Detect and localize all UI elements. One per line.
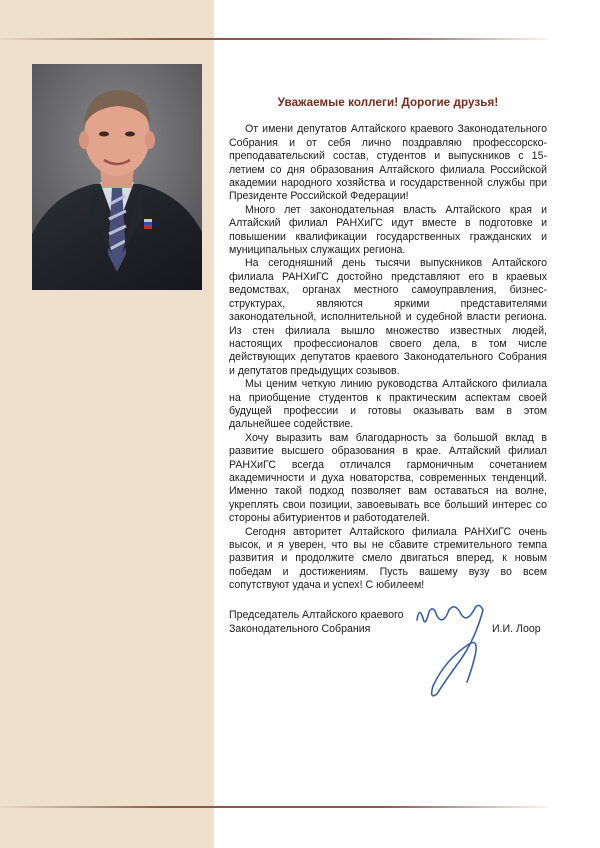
paragraph: Много лет законодательная власть Алтайского края и Алтайский филиал РАНХиГС идут вместе в подготовке и повышении квалификации государственных гражданских и муниципальных служащих региона. (229, 203, 547, 257)
signatory-title: Председатель Алтайского краевого Законодательного Собрания (229, 609, 404, 635)
top-divider (0, 38, 548, 40)
greeting-heading: Уважаемые коллеги! Дорогие друзья! (277, 96, 499, 109)
portrait-photo (32, 64, 202, 290)
signatory-name: И.И. Лоор (492, 623, 541, 635)
signature-block (229, 608, 549, 708)
handwritten-signature (409, 600, 529, 700)
paragraph: На сегодняшний день тысячи выпускников Алтайского филиала РАНХиГС достойно представляют его в краевых ведомствах, органах местного самоуправления, бизнес-структурах, являются яркими представителями законодательной, исполнительной и судебной власти региона. Из стен филиала вышло множество известных людей, настоящих профессионалов своего дела, в том числе действующих депутатов краевого Законодательного Собрания и депутатов предыдущих созывов. (229, 257, 547, 377)
letter-body (229, 96, 547, 593)
bottom-divider (0, 806, 548, 808)
paragraph: Мы ценим четкую линию руководства Алтайского филиала на приобщение студентов к практическим аспектам своей будущей профессии и готовы оказывать вам в этом дальнейшее содействие. (229, 378, 547, 431)
paragraph: От имени депутатов Алтайского краевого Законодательного Собрания и от себя лично поздравляю профессорско-преподавательский состав, студентов и выпускников с 15-летием со дня образования Алтайского филиала Российской академии народного хозяйства и государственной службы при Президенте Российской Федерации! (229, 123, 547, 203)
portrait-illustration (32, 64, 202, 290)
paragraph: Хочу выразить вам благодарность за большой вклад в развитие высшего образования в крае. Алтайский филиал РАНХиГС всегда отличался гармоничным сочетанием академичности и духа новаторства, современных тенденций. Именно такой подход позволяет вам оставаться на волне, укреплять свои позиции, завоевывать все больший интерес со стороны абитуриентов и работодателей. (229, 431, 547, 525)
paragraph: Сегодня авторитет Алтайского филиала РАНХиГС очень высок, и я уверен, что вы не сбавите стремительного темпа развития и продолжите смело двигаться вперед, к новым победам и достижениям. Пусть вашему вузу во всем сопутствуют удача и успех! С юбилеем! (229, 525, 547, 592)
